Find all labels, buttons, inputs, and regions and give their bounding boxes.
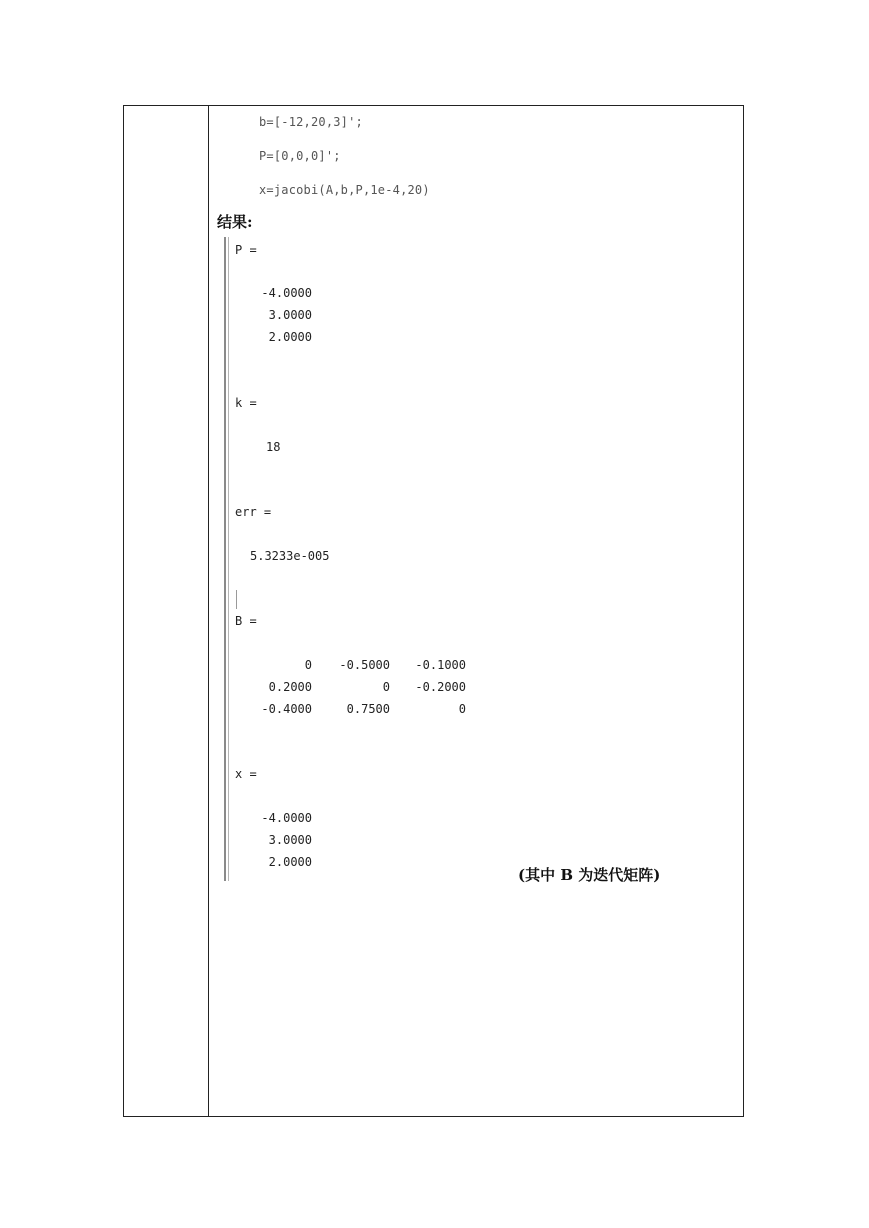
output-err-value: 5.3233e-005 — [250, 549, 330, 563]
code-line-x: x=jacobi(A,b,P,1e-4,20) — [259, 183, 430, 197]
matrix-b-cell: 0 — [382, 680, 390, 694]
matrix-b-cell: -0.1000 — [415, 658, 466, 672]
code-line-b: b=[-12,20,3]'; — [259, 115, 363, 129]
matrix-b-cell: -0.4000 — [261, 702, 312, 716]
output-p-value: -4.0000 — [261, 286, 312, 300]
console-left-border-inner — [228, 237, 229, 881]
output-x-label: x = — [235, 767, 257, 781]
iteration-matrix-note: (其中 B 为迭代矩阵) — [518, 866, 661, 884]
output-b-label: B = — [235, 614, 257, 628]
table-frame — [123, 105, 744, 1117]
output-k-value: 18 — [266, 440, 281, 454]
output-x-value: 3.0000 — [268, 833, 312, 847]
output-p-label: P = — [235, 243, 257, 257]
matrix-b-cell: 0 — [458, 702, 466, 716]
console-left-border — [224, 237, 226, 881]
matrix-b-cell: -0.2000 — [415, 680, 466, 694]
text-cursor — [236, 590, 237, 609]
output-x-value: 2.0000 — [268, 855, 312, 869]
output-p-value: 3.0000 — [268, 308, 312, 322]
column-divider — [208, 105, 209, 1117]
output-p-value: 2.0000 — [268, 330, 312, 344]
matrix-b-cell: 0.7500 — [346, 702, 390, 716]
output-x-value: -4.0000 — [261, 811, 312, 825]
matrix-b-cell: -0.5000 — [339, 658, 390, 672]
result-label: 结果: — [217, 213, 253, 231]
output-err-label: err = — [235, 505, 272, 519]
code-line-p: P=[0,0,0]'; — [259, 149, 341, 163]
matrix-b-cell: 0.2000 — [268, 680, 312, 694]
output-k-label: k = — [235, 396, 257, 410]
matrix-b-cell: 0 — [304, 658, 312, 672]
